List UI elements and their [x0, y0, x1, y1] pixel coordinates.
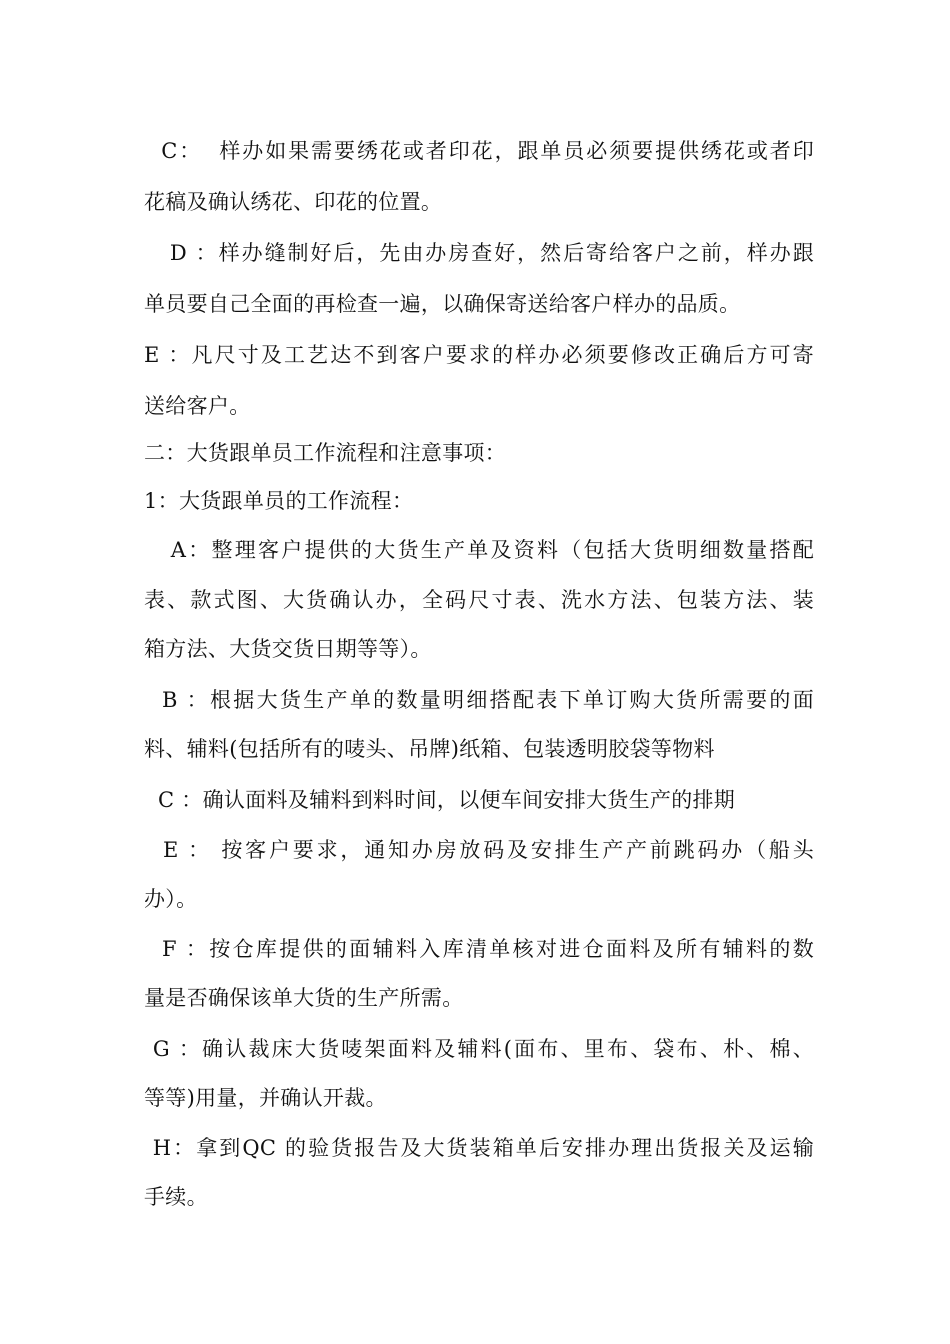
text-line: 表、款式图、大货确认办，全码尺寸表、洗水方法、包装方法、装	[144, 588, 814, 612]
text-line: 手续。	[144, 1185, 208, 1209]
text-line: 单员要自己全面的再检查一遍，以确保寄送给客户样办的品质。	[144, 292, 741, 316]
text-line: 等等)用量，并确认开裁。	[144, 1086, 387, 1110]
text-line: 箱方法、大货交货日期等等）。	[144, 637, 432, 661]
text-line: D ：样办缝制好后，先由办房查好，然后寄给客户之前，样办跟	[144, 241, 814, 265]
text-line: B ：根据大货生产单的数量明细搭配表下单订购大货所需要的面	[144, 688, 814, 712]
text-line: H：拿到QC 的验货报告及大货装箱单后安排办理出货报关及运输	[144, 1136, 814, 1160]
text-line: 花稿及确认绣花、印花的位置。	[144, 190, 443, 214]
text-line: A：整理客户提供的大货生产单及资料（包括大货明细数量搭配	[144, 538, 814, 562]
section-heading: 二：大货跟单员工作流程和注意事项：	[144, 441, 507, 465]
text-line: E ： 按客户要求，通知办房放码及安排生产产前跳码办（船头	[144, 838, 814, 862]
text-line: 办）。	[144, 887, 198, 911]
text-line: G ：确认裁床大货唛架面料及辅料(面布、里布、袋布、朴、棉、	[144, 1037, 814, 1061]
text-line: E ：凡尺寸及工艺达不到客户要求的样办必须要修改正确后方可寄	[144, 343, 814, 367]
text-line: C： 样办如果需要绣花或者印花，跟单员必须要提供绣花或者印	[144, 139, 814, 163]
text-line: 送给客户。	[144, 394, 251, 418]
text-line: F ：按仓库提供的面辅料入库清单核对进仓面料及所有辅料的数	[144, 937, 814, 961]
text-line: 量是否确保该单大货的生产所需。	[144, 986, 464, 1010]
text-line: 料、辅料(包括所有的唛头、吊牌)纸箱、包装透明胶袋等物料	[144, 737, 715, 761]
text-line: C ：确认面料及辅料到料时间，以便车间安排大货生产的排期	[144, 788, 736, 812]
subsection-heading: 1：大货跟单员的工作流程：	[144, 489, 414, 513]
